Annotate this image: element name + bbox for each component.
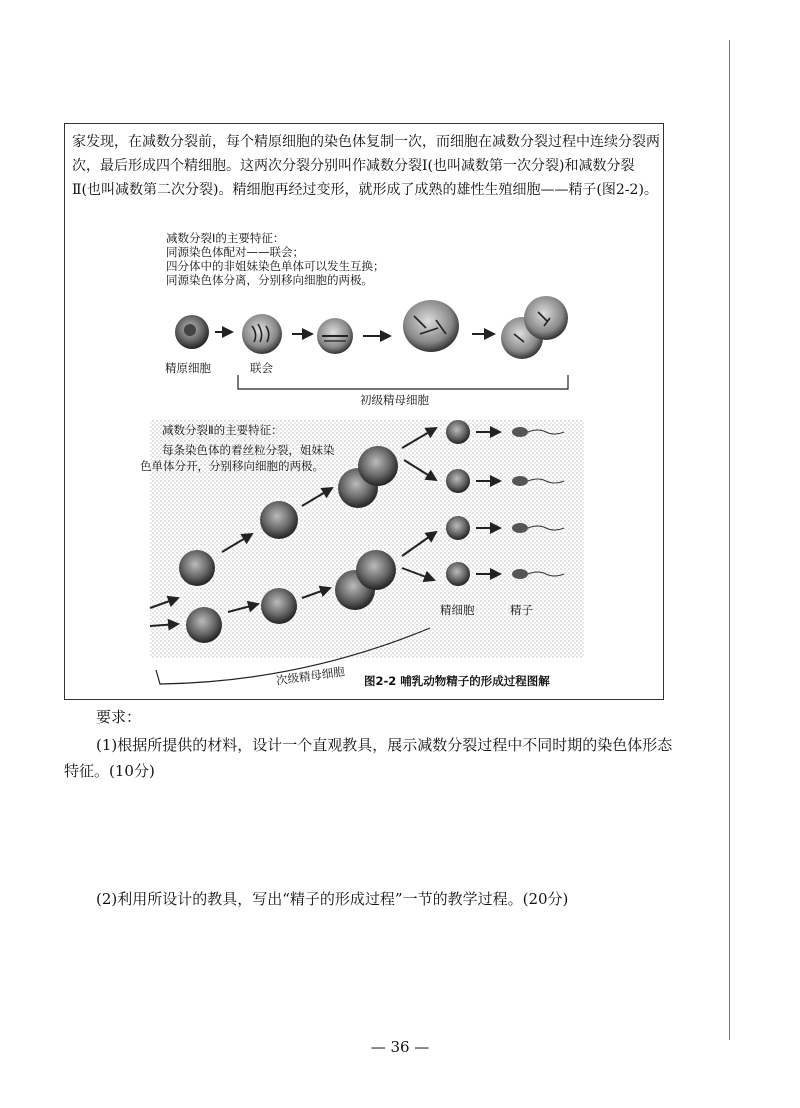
spermatid-2 [446, 469, 470, 493]
meiosis1-feature-1: 同源染色体配对——联会； [166, 245, 304, 259]
requirement-2: (2)利用所设计的教具，写出“精子的形成过程”一节的教学过程。(20分) [96, 890, 569, 908]
metaphase1-cell [317, 318, 353, 354]
figure-caption: 图2-2 哺乳动物精子的形成过程图解 [364, 674, 550, 688]
label-spermatid: 精细胞 [440, 603, 475, 617]
requirements-heading: 要求： [96, 708, 142, 726]
anaphase1-cell [403, 300, 459, 352]
meiosis1-feature-3: 同源染色体分离，分别移向细胞的两极。 [166, 273, 373, 287]
requirement-1-line2: 特征。(10分) [64, 762, 155, 780]
secondary-cell-b [186, 607, 222, 643]
synapsis-cell [242, 314, 282, 354]
spermatid-3 [446, 516, 470, 540]
meiosis2-feature-line1: 每条染色体的着丝粒分裂，姐妹染 [162, 443, 335, 457]
label-synapsis: 联会 [250, 361, 273, 375]
label-primary-spermatocyte: 初级精母细胞 [360, 393, 429, 407]
prophase2-cell-a [260, 501, 298, 539]
meiosis2-feature-line2: 色单体分开，分别移向细胞的两极。 [140, 459, 324, 473]
meiosis2-title: 减数分裂Ⅱ的主要特征： [162, 423, 283, 437]
spermatogonium-cell [175, 315, 209, 349]
spermatid-4 [446, 562, 470, 586]
telophase1-cell [501, 296, 568, 359]
primary-bracket [238, 375, 568, 389]
page-number: — 36 — [370, 1038, 430, 1056]
label-sperm: 精子 [510, 603, 533, 617]
meiosis1-feature-2: 四分体中的非姐妹染色单体可以发生互换； [166, 259, 385, 273]
meiosis1-title: 减数分裂Ⅰ的主要特征： [166, 231, 285, 245]
requirement-1-line1: (1)根据所提供的材料，设计一个直观教具，展示减数分裂过程中不同时期的染色体形态 [96, 736, 673, 754]
label-spermatogonium: 精原细胞 [165, 361, 211, 375]
prophase2-cell-b [261, 588, 297, 624]
spermatid-1 [446, 420, 470, 444]
intro-paragraph: 家发现，在减数分裂前，每个精原细胞的染色体复制一次，而细胞在减数分裂过程中连续分裂两次，最后形成四个精细胞。这两次分裂分别叫作减数分裂Ⅰ(也叫减数第一次分裂)和减数分裂Ⅱ(也叫减数第二次分裂)。精细胞再经过变形，就形成了成熟的雄性生殖细胞——精子(图2-2)。 [72, 134, 660, 198]
label-secondary-spermatocyte: 次级精母细胞 [275, 664, 346, 688]
secondary-cell-a [179, 550, 215, 586]
